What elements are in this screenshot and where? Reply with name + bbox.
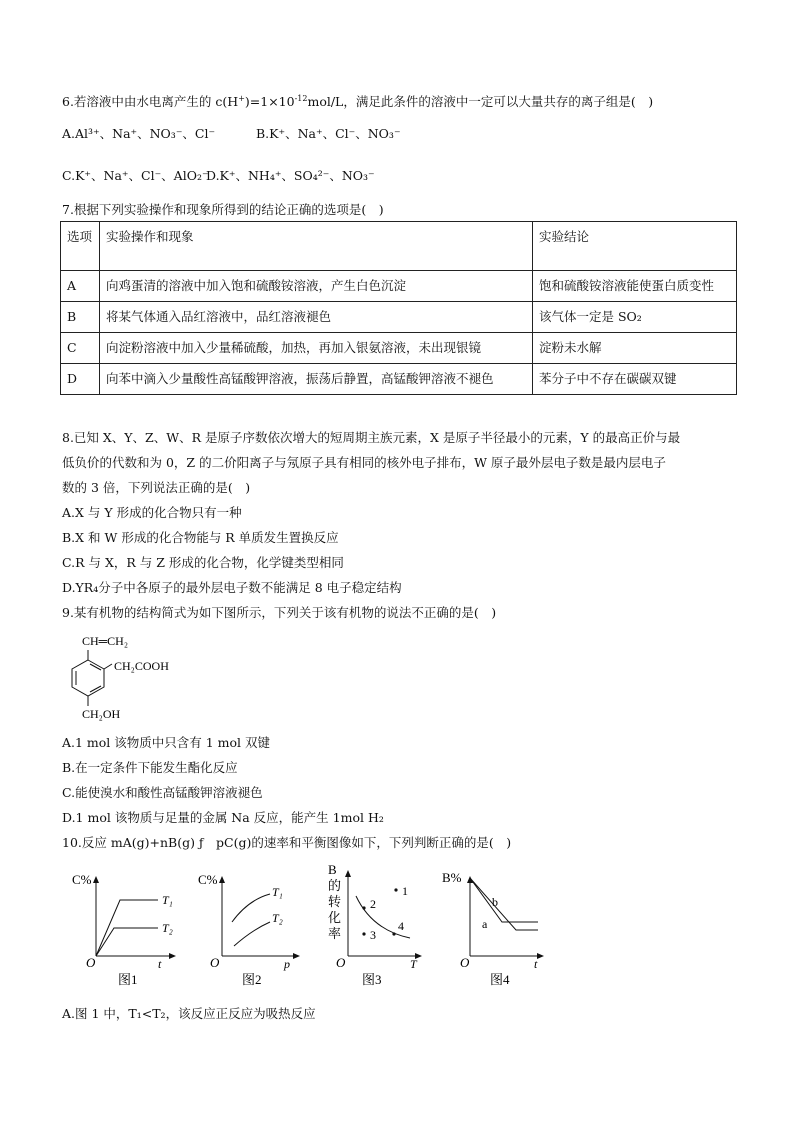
q9-stem: 9.某有机物的结构简式为如下图所示，下列关于该有机物的说法不正确的是( ) (62, 605, 497, 620)
table-row (61, 333, 737, 364)
figure-3 (322, 860, 432, 990)
fig2-ylabel: C% (198, 872, 218, 887)
fig4-ylabel: B% (442, 870, 462, 885)
q8-option-b: B.X 和 W 形成的化合物能与 R 单质发生置换反应 (62, 530, 339, 545)
row-option: B (61, 302, 100, 333)
fig3-origin: O (336, 955, 346, 970)
svg-text:化: 化 (328, 910, 342, 925)
fig3-point-4: 4 (398, 919, 404, 933)
fig2-xlabel: p (284, 957, 290, 971)
structural-formula (60, 628, 200, 723)
fig3-xlabel: T (410, 957, 417, 971)
q6-option-c: C.K⁺、Na⁺、Cl⁻、AlO₂⁻ (62, 168, 209, 183)
row-conclusion: 该气体一定是 SO₂ (533, 302, 737, 333)
q8-option-c: C.R 与 X，R 与 Z 形成的化合物，化学键类型相同 (62, 555, 344, 570)
fig2-t2-label: T₂ (272, 911, 283, 925)
q8-stem-line3: 数的 3 倍，下列说法正确的是( ) (62, 480, 251, 495)
figure-2 (192, 868, 312, 990)
q7-table (60, 221, 737, 395)
hydroxymethyl-group-label: CH₂OH (82, 707, 121, 721)
table-header-row (61, 222, 737, 271)
row-option: A (61, 271, 100, 302)
q9-option-a: A.1 mol 该物质中只含有 1 mol 双键 (62, 735, 271, 750)
row-operation: 将某气体通入品红溶液中，品红溶液褪色 (100, 302, 533, 333)
header-operation: 实验操作和现象 (100, 222, 533, 271)
fig1-ylabel: C% (72, 872, 92, 887)
q8-stem-line1: 8.已知 X、Y、Z、W、R 是原子序数依次增大的短周期主族元素，X 是原子半径最小的元素，Y 的最高正价与最 (62, 430, 681, 445)
row-conclusion: 淀粉未水解 (533, 333, 737, 364)
table-row (61, 271, 737, 302)
fig1-origin: O (86, 955, 96, 970)
fig1-t1-label: T₁ (162, 893, 173, 907)
fig4-label-a: a (482, 917, 488, 931)
fig3-caption: 图3 (362, 972, 382, 987)
fig1-xlabel: t (158, 957, 162, 971)
q10-stem: 10.反应 mA(g)+nB(g) ƒ pC(g)的速率和平衡图像如下，下列判断正确的是( ) (62, 835, 512, 850)
q9-option-c: C.能使溴水和酸性高锰酸钾溶液褪色 (62, 785, 263, 800)
vinyl-group-label: CH═CH₂ (82, 634, 129, 648)
q6-option-b: B.K⁺、Na⁺、Cl⁻、NO₃⁻ (256, 126, 401, 141)
svg-text:率: 率 (328, 926, 342, 941)
q8-stem-line2: 低负价的代数和为 0，Z 的二价阳离子与氖原子具有相同的核外电子排布，W 原子最外层电子数是最内层电子 (62, 455, 666, 470)
fig4-caption: 图4 (490, 972, 510, 987)
row-operation: 向鸡蛋清的溶液中加入饱和硫酸铵溶液，产生白色沉淀 (100, 271, 533, 302)
fig3-point-2: 2 (370, 897, 376, 911)
q9-option-b: B.在一定条件下能发生酯化反应 (62, 760, 238, 775)
q6-option-a: A.Al³⁺、Na⁺、NO₃⁻、Cl⁻ (62, 126, 216, 141)
row-option: C (61, 333, 100, 364)
fig3-point-3: 3 (370, 928, 376, 942)
fig3-point-1: 1 (402, 884, 408, 898)
q6-stem: 6.若溶液中由水电离产生的 $c(H^+)=1\times 10^{-12}mol/L$，满足此条件的溶液中一定可以大量共存的离子组是( ) (62, 93, 654, 109)
fig1-caption: 图1 (118, 972, 138, 987)
fig2-caption: 图2 (242, 972, 262, 987)
table-row (61, 302, 737, 333)
acetic-acid-group-label: CH₂COOH (114, 659, 169, 673)
q9-option-d: D.1 mol 该物质与足量的金属 Na 反应，能产生 1mol H₂ (62, 810, 384, 825)
header-option: 选项 (61, 222, 100, 271)
row-conclusion: 苯分子中不存在碳碳双键 (533, 364, 737, 395)
q10-option-a: A.图 1 中，T₁<T₂，该反应正反应为吸热反应 (62, 1006, 316, 1021)
fig4-xlabel: t (534, 957, 538, 971)
q6-option-d: D.K⁺、NH₄⁺、SO₄²⁻、NO₃⁻ (206, 168, 375, 183)
svg-text:的: 的 (328, 878, 342, 893)
q8-option-d: D.YR₄分子中各原子的最外层电子数不能满足 8 电子稳定结构 (62, 580, 402, 595)
figure-4 (440, 868, 552, 990)
row-operation: 向淀粉溶液中加入少量稀硫酸，加热，再加入银氨溶液，未出现银镜 (100, 333, 533, 364)
fig4-label-b: b (492, 895, 498, 909)
row-operation: 向苯中滴入少量酸性高锰酸钾溶液，振荡后静置，高锰酸钾溶液不褪色 (100, 364, 533, 395)
fig4-origin: O (460, 955, 470, 970)
table-row (61, 364, 737, 395)
row-conclusion: 饱和硫酸铵溶液能使蛋白质变性 (533, 271, 737, 302)
q7-stem: 7.根据下列实验操作和现象所得到的结论正确的选项是( ) (62, 202, 384, 217)
svg-text:转: 转 (328, 894, 342, 909)
figure-1 (62, 868, 192, 990)
header-conclusion: 实验结论 (533, 222, 737, 271)
fig3-ylabel (328, 862, 341, 941)
row-option: D (61, 364, 100, 395)
fig2-origin: O (210, 955, 220, 970)
fig2-t1-label: T₁ (272, 885, 283, 899)
q8-option-a: A.X 与 Y 形成的化合物只有一种 (62, 505, 242, 520)
fig1-t2-label: T₂ (162, 921, 173, 935)
svg-text:B: B (328, 862, 337, 877)
